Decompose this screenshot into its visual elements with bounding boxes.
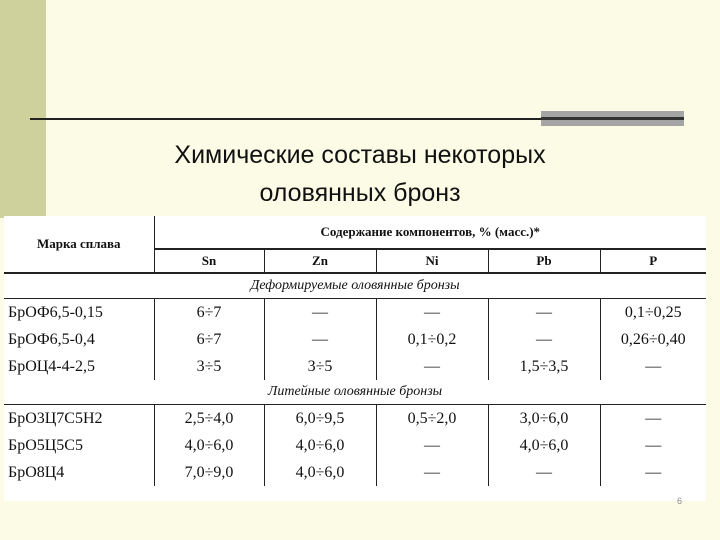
- composition-table: [4, 216, 706, 486]
- cell-p: 0,26÷0,40: [600, 326, 706, 353]
- composition-table-scan: [4, 216, 706, 501]
- cell-pb: 1,5÷3,5: [488, 353, 600, 380]
- header-component-content: Содержание компонентов, % (масс.)*: [154, 216, 706, 249]
- cell-sn: 3÷5: [196, 357, 222, 375]
- column-header-zn: Zn: [264, 249, 376, 273]
- table-row: [4, 459, 706, 486]
- cell-zn: 6,0÷9,5: [264, 405, 376, 433]
- cell-sn: 2,5÷4,0: [184, 409, 234, 427]
- alloy-name: БрОФ6,5-0,15: [4, 299, 154, 327]
- cell-pb: 4,0÷6,0: [488, 432, 600, 459]
- cell-p: —: [600, 432, 706, 459]
- cell-zn: —: [264, 326, 376, 353]
- cell-p: —: [600, 459, 706, 486]
- alloy-name: БрО5Ц5С5: [4, 432, 154, 459]
- table-row: [4, 299, 706, 327]
- cell-ni: —: [376, 299, 488, 327]
- header-alloy-grade: Марка сплава: [4, 216, 154, 273]
- table-row: [4, 353, 706, 380]
- cell-ni: —: [376, 353, 488, 380]
- cell-ni: 0,1÷0,2: [376, 326, 488, 353]
- cell-ni: —: [376, 432, 488, 459]
- slide-title-line-1: Химические составы некоторых: [174, 141, 546, 169]
- slide-title: [120, 136, 600, 212]
- table-row: [4, 326, 706, 353]
- cell-zn: 4,0÷6,0: [264, 432, 376, 459]
- cell-zn: 4,0÷6,0: [264, 459, 376, 486]
- cell-pb: 3,0÷6,0: [488, 405, 600, 433]
- table-row: [4, 405, 706, 433]
- cell-sn: 6÷7: [196, 303, 222, 321]
- column-header-p: P: [600, 249, 706, 273]
- cell-ni: 0,5÷2,0: [376, 405, 488, 433]
- section-deformable: Деформируемые оловянные бронзы: [4, 273, 706, 299]
- section-cast: Литейные оловянные бронзы: [4, 380, 706, 405]
- cell-sn: 7,0÷9,0: [184, 463, 234, 481]
- cell-zn: —: [264, 299, 376, 327]
- cell-pb: —: [488, 459, 600, 486]
- cell-pb: —: [488, 299, 600, 327]
- table-row: [4, 432, 706, 459]
- cell-p: —: [600, 353, 706, 380]
- alloy-name: БрОФ6,5-0,4: [4, 326, 154, 353]
- cell-zn: 3÷5: [264, 353, 376, 380]
- cell-p: —: [600, 405, 706, 433]
- header-divider-block: [541, 111, 684, 126]
- cell-sn: 4,0÷6,0: [184, 436, 234, 454]
- alloy-name: БрО3Ц7С5Н2: [4, 405, 154, 433]
- alloy-name: БрОЦ4-4-2,5: [4, 353, 154, 380]
- decorative-left-bar: [0, 0, 46, 218]
- cell-sn: 6÷7: [196, 330, 222, 348]
- column-header-ni: Ni: [376, 249, 488, 273]
- cell-ni: —: [376, 459, 488, 486]
- cell-p: 0,1÷0,25: [600, 299, 706, 327]
- slide-page-number: 6: [676, 496, 682, 506]
- slide-title-line-2: оловянных бронз: [259, 179, 461, 207]
- alloy-name: БрО8Ц4: [4, 459, 154, 486]
- column-header-pb: Pb: [488, 249, 600, 273]
- cell-pb: —: [488, 326, 600, 353]
- column-header-sn: Sn: [154, 249, 264, 273]
- header-divider-line: [30, 118, 542, 120]
